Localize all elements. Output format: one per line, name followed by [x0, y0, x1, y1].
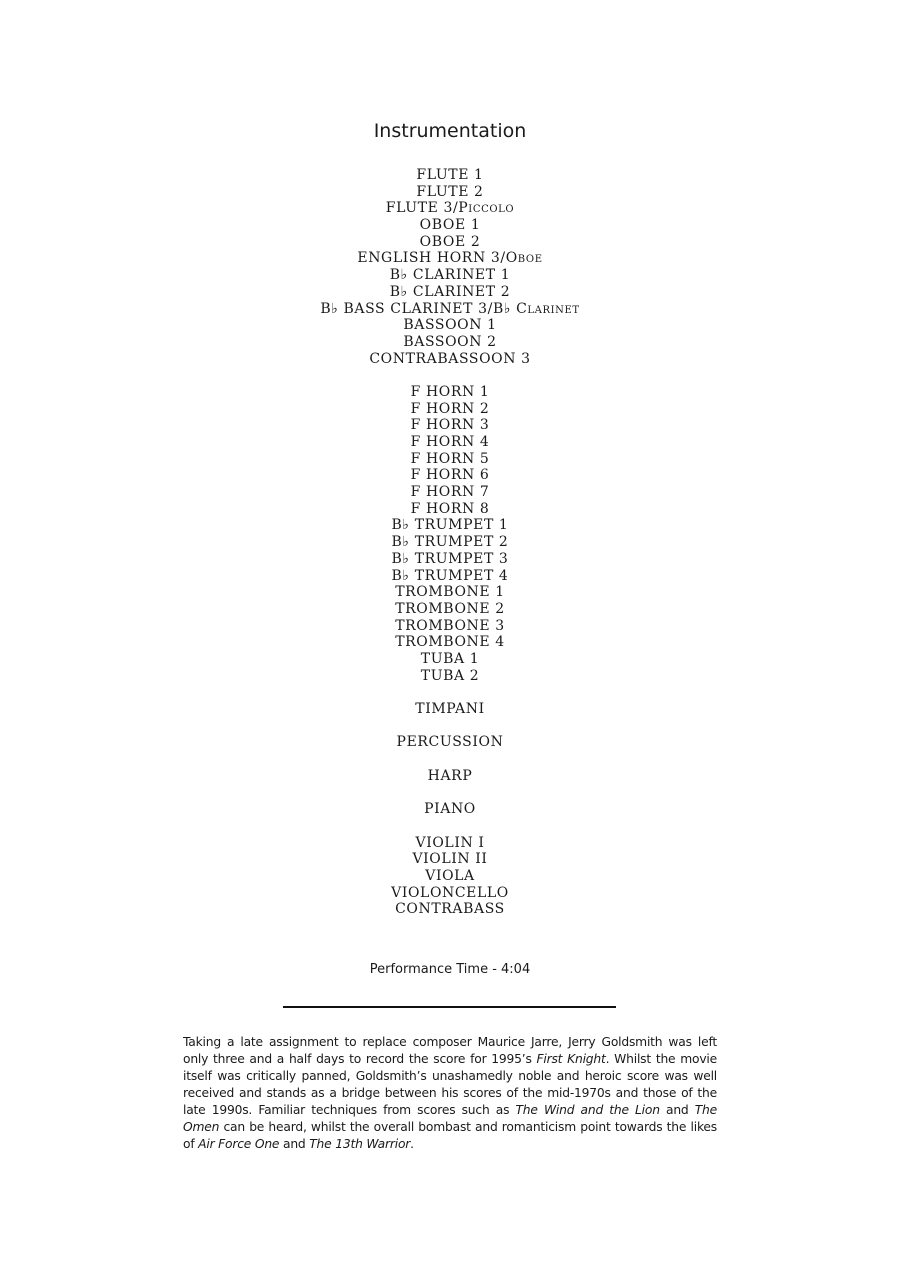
instrument-name: BASSOON 1	[403, 317, 497, 334]
instrument-item	[0, 801, 900, 818]
instrument-name: B♭ TRUMPET 3	[391, 550, 509, 567]
instrument-item	[0, 417, 900, 434]
instrument-item	[0, 868, 900, 885]
instrument-item	[0, 250, 900, 267]
instrument-name: FLUTE 3/	[385, 200, 459, 217]
instrument-item	[0, 568, 900, 585]
instrument-name: VIOLA	[425, 867, 475, 884]
instrument-item	[0, 401, 900, 418]
work-title: The Omen	[183, 1103, 718, 1134]
instrument-name: B♭ CLARINET 2	[389, 283, 511, 300]
instrument-group-timpani	[0, 701, 900, 718]
instrument-group-harp	[0, 768, 900, 785]
instrument-item	[0, 384, 900, 401]
instrument-name: B♭ TRUMPET 4	[391, 567, 509, 584]
instrument-name: B♭ CLARINET 1	[389, 267, 511, 284]
instrument-item	[0, 484, 900, 501]
instrument-item	[0, 434, 900, 451]
instrument-name: B♭ TRUMPET 1	[391, 517, 509, 534]
instrument-item	[0, 734, 900, 751]
instrument-item	[0, 901, 900, 918]
instrument-name: F HORN 2	[410, 400, 490, 417]
instrument-name: OBOE 2	[419, 233, 481, 250]
work-title: First Knight	[536, 1052, 606, 1066]
instrument-item	[0, 534, 900, 551]
instrument-name: VIOLONCELLO	[391, 884, 509, 901]
instrument-name: TROMBONE 2	[395, 600, 505, 617]
instrument-name: F HORN 4	[410, 434, 490, 450]
instrument-item	[0, 284, 900, 301]
instrument-doubling: B♭ Clarinet	[492, 300, 580, 317]
performance-time: Performance Time - 4:04	[369, 962, 531, 977]
instrument-item	[0, 651, 900, 668]
instrument-name: FLUTE 1	[416, 167, 484, 183]
instrument-group-brass	[0, 384, 900, 684]
instrument-group-percussion	[0, 734, 900, 751]
instrument-name: F HORN 6	[410, 467, 490, 484]
instrument-name: PIANO	[424, 801, 476, 818]
instrument-item	[0, 768, 900, 785]
instrument-item	[0, 885, 900, 902]
instrument-item	[0, 668, 900, 685]
note-text: .	[410, 1137, 414, 1151]
instrument-item	[0, 184, 900, 201]
instrument-name: TROMBONE 3	[395, 617, 505, 634]
work-title: The Wind and the Lion	[515, 1103, 660, 1117]
instrument-item	[0, 234, 900, 251]
instrument-name: CONTRABASSOON 3	[369, 350, 531, 367]
instrument-item	[0, 851, 900, 868]
instrument-item	[0, 701, 900, 718]
instrument-name: OBOE 1	[419, 217, 481, 234]
instrument-name: TIMPANI	[415, 701, 485, 717]
instrument-doubling: Oboe	[505, 250, 543, 267]
instrument-name: ENGLISH HORN 3/	[357, 250, 506, 267]
instrument-item	[0, 835, 900, 852]
instrument-name: F HORN 7	[410, 484, 490, 501]
instrument-name: VIOLIN II	[412, 851, 488, 868]
instrument-name: B♭ BASS CLARINET 3/	[320, 300, 493, 317]
instrument-group-woodwinds	[0, 167, 900, 367]
instrument-item	[0, 517, 900, 534]
instrument-name: F HORN 5	[410, 450, 490, 467]
instrument-item	[0, 634, 900, 651]
program-note	[183, 1034, 717, 1153]
work-title: The 13th Warrior	[309, 1137, 411, 1151]
instrument-name: PERCUSSION	[396, 734, 504, 751]
instrument-list	[0, 167, 900, 935]
divider-rule	[283, 1006, 616, 1008]
instrument-name: TROMBONE 4	[395, 634, 505, 651]
instrument-name: F HORN 3	[410, 417, 490, 434]
instrument-item	[0, 451, 900, 468]
note-text: and	[659, 1103, 695, 1117]
instrument-name: BASSOON 2	[403, 333, 497, 350]
instrument-name: VIOLIN I	[415, 834, 485, 851]
note-text: . Whilst the movie itself was critically panned, Goldsmith’s unashamedly noble and heroic score was well received and stands as a bridge between his scores of the mid-1970s and those of the late 1990s. Familiar techniques from scores such as	[183, 1052, 717, 1117]
page-title: Instrumentation	[373, 120, 527, 142]
instrument-item	[0, 551, 900, 568]
instrument-name: CONTRABASS	[395, 901, 505, 918]
instrument-item	[0, 317, 900, 334]
instrument-item	[0, 501, 900, 518]
note-text: Taking a late assignment to replace composer Maurice Jarre, Jerry Goldsmith was left only three and a half days to record the score for 1995’s	[183, 1035, 717, 1066]
instrument-doubling: Piccolo	[458, 200, 515, 217]
note-text: can be heard, whilst the overall bombast and romanticism point towards the likes of	[183, 1120, 717, 1151]
instrument-name: F HORN 1	[410, 383, 490, 400]
instrument-name: TROMBONE 1	[395, 584, 505, 601]
instrument-item	[0, 467, 900, 484]
instrument-name: F HORN 8	[410, 500, 490, 517]
instrument-group-piano	[0, 801, 900, 818]
instrument-name: TUBA 1	[420, 650, 480, 667]
work-title: Air Force One	[198, 1137, 280, 1151]
instrument-item	[0, 584, 900, 601]
instrument-item	[0, 601, 900, 618]
instrument-item	[0, 200, 900, 217]
instrument-name: TUBA 2	[420, 667, 480, 684]
instrument-item	[0, 618, 900, 635]
instrument-name: FLUTE 2	[416, 183, 484, 200]
instrument-item	[0, 167, 900, 184]
instrument-name: HARP	[427, 767, 473, 784]
instrument-item	[0, 334, 900, 351]
note-text: and	[279, 1137, 310, 1151]
instrument-item	[0, 351, 900, 368]
instrument-item	[0, 267, 900, 284]
instrument-group-strings	[0, 835, 900, 918]
instrument-name: B♭ TRUMPET 2	[391, 534, 509, 551]
instrument-item	[0, 301, 900, 318]
instrument-item	[0, 217, 900, 234]
